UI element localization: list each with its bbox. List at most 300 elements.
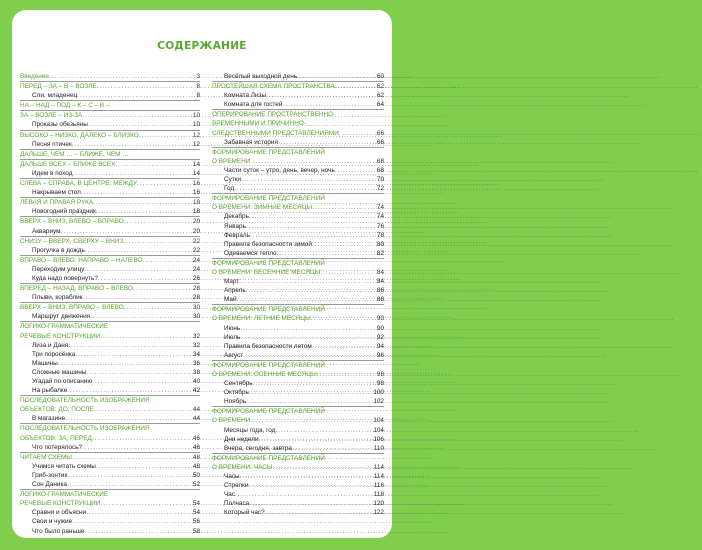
toc-entry-page: 94: [376, 342, 384, 350]
toc-entry-title: Одеваемся тепло: [224, 249, 277, 257]
toc-entry: [212, 508, 384, 517]
dot-leader: [96, 207, 192, 216]
toc-entry: [212, 454, 384, 463]
toc-entry: [20, 217, 200, 226]
dot-leader: [72, 453, 192, 462]
toc-entry: [212, 203, 384, 212]
toc-entry: [20, 405, 200, 414]
toc-entry-title: Весёлый выходной день: [224, 73, 298, 80]
toc-entry: [212, 490, 384, 499]
toc-entry: [20, 499, 200, 508]
toc-entry: [212, 416, 384, 425]
toc-entry-title: Забавная история: [224, 138, 278, 146]
toc-entry-title: Полчаса: [224, 500, 250, 508]
toc-entry-page: 56: [192, 518, 200, 526]
toc-entry-page: 28: [192, 294, 200, 302]
dot-leader: [139, 131, 192, 140]
toc-entry: [212, 231, 384, 240]
toc-entry-page: 16: [192, 189, 200, 197]
toc-entry: [20, 237, 200, 246]
dot-leader: [65, 414, 192, 423]
toc-entry-title: Сон Даника: [32, 481, 67, 489]
dot-leader: [84, 527, 191, 536]
toc-entry-page: 104: [373, 417, 384, 425]
toc-entry: [212, 222, 384, 231]
toc-entry: [212, 361, 384, 370]
toc-entry-title: Сентябрь: [224, 380, 253, 388]
toc-entry-title: Песня птичек: [32, 140, 72, 148]
dot-leader: [67, 471, 192, 480]
toc-entry-title: Апрель: [224, 287, 246, 295]
dot-leader: [82, 293, 191, 302]
toc-entry-page: 64: [376, 101, 384, 109]
dot-leader: [246, 222, 376, 231]
toc-entry-title: ЛЕВАЯ И ПРАВАЯ РУКА: [20, 199, 94, 207]
toc-entry-page: 24: [192, 256, 200, 264]
toc-entry: [212, 435, 384, 444]
toc-entry: [212, 314, 384, 323]
toc-entry-title: ПОСЛЕДОВАТЕЛЬНОСТЬ ИЗОБРАЖЕНИЯ: [20, 425, 150, 433]
toc-entry: [20, 322, 200, 331]
dot-leader: [61, 227, 192, 236]
dot-leader: [123, 237, 192, 246]
dot-leader: [311, 314, 376, 323]
toc-entry-page: 74: [376, 213, 384, 221]
toc-entry: [20, 101, 200, 110]
toc-entry: [20, 396, 200, 405]
toc-entry-page: 72: [376, 185, 384, 193]
toc-entry-page: 48: [192, 453, 200, 461]
dot-leader: [241, 175, 376, 184]
toc-entry: [20, 265, 200, 274]
dot-leader: [253, 379, 376, 388]
toc-entry-title: Месяцы года, год: [224, 426, 276, 434]
dot-leader: [72, 517, 192, 526]
toc-entry-title: ЛОГИКО-ГРАММАТИЧЕСКИЕ: [20, 491, 109, 499]
toc-entry: [20, 490, 200, 499]
toc-entry-title: Машины: [32, 359, 58, 367]
toc-entry-page: 8: [196, 83, 200, 91]
toc-entry-title: Части суток – утро, день, вечер, ночь: [224, 166, 335, 174]
toc-entry-page: 46: [192, 434, 200, 442]
toc-entry-title: Правила безопасности зимой: [224, 240, 312, 248]
toc-entry: [212, 342, 384, 351]
toc-entry-title: Новогодний праздник: [32, 208, 96, 216]
toc-entry-title: Комната Лизы: [224, 92, 267, 100]
toc-entry-page: 22: [192, 246, 200, 254]
toc-entry: [20, 179, 200, 188]
toc-entry: [212, 277, 384, 286]
dot-leader: [100, 332, 192, 341]
toc-entry-title: СЛЕДСТВЕННЫМИ ПРЕДСТАВЛЕНИЯМИ: [212, 129, 339, 137]
toc-column-right: [212, 72, 384, 518]
dot-leader: [275, 426, 372, 435]
toc-entry-page: 118: [373, 491, 384, 499]
toc-entry-page: 22: [192, 237, 200, 245]
dot-leader: [68, 341, 192, 350]
toc-entry: [20, 414, 200, 423]
toc-entry: [212, 100, 384, 109]
dot-leader: [142, 256, 191, 265]
toc-entry-title: Который час?: [224, 509, 265, 517]
toc-entry-page: 18: [192, 208, 200, 216]
dot-leader: [339, 129, 376, 138]
toc-entry-title: Лиза и Даня: [32, 341, 69, 349]
toc-entry-page: 96: [376, 351, 384, 359]
toc-entry: [212, 499, 384, 508]
toc-entry: [212, 295, 384, 304]
toc-entry-title: Час: [224, 491, 236, 499]
toc-entry: [20, 359, 200, 368]
toc-entry-page: 66: [376, 129, 384, 137]
toc-entry-title: Август: [224, 351, 244, 359]
page-title: СОДЕРЖАНИЕ: [157, 40, 247, 52]
dot-leader: [124, 217, 192, 226]
dot-leader: [237, 295, 376, 304]
toc-entry: [212, 72, 384, 81]
toc-entry-title: Сли, младенец: [32, 92, 78, 100]
dot-leader: [240, 333, 376, 342]
toc-entry-page: 54: [192, 509, 200, 517]
toc-entry-title: Дни недели: [224, 435, 259, 443]
toc-entry-title: ОБЪЕКТОВ: ДО, ПОСЛЕ: [20, 406, 94, 414]
toc-entry-page: 40: [192, 378, 200, 385]
toc-entry-page: 80: [376, 240, 384, 248]
toc-entry-title: ФОРМИРОВАНИЕ ПРЕДСТАВЛЕНИЙ: [212, 259, 325, 267]
toc-entry: [20, 169, 200, 178]
toc-entry: [212, 444, 384, 453]
toc-entry: [212, 324, 384, 333]
toc-entry-page: 68: [376, 166, 384, 174]
dot-leader: [320, 268, 376, 277]
toc-entry-page: 18: [192, 199, 200, 207]
toc-entry: [212, 388, 384, 397]
toc-entry-page: 12: [192, 140, 200, 148]
toc-entry-page: 76: [376, 222, 384, 230]
dot-leader: [312, 203, 376, 212]
toc-entry: [212, 184, 384, 193]
toc-entry: [20, 188, 200, 197]
toc-entry: [212, 305, 384, 314]
toc-entry-page: 42: [192, 387, 200, 395]
toc-entry-title: Переходим улицу: [32, 265, 85, 273]
toc-entry-title: Куда надо повернуть?: [32, 274, 98, 282]
toc-entry-title: ФОРМИРОВАНИЕ ПРЕДСТАВЛЕНИЙ: [212, 195, 325, 203]
toc-entry-page: 86: [376, 287, 384, 295]
toc-entry-page: 50: [192, 471, 200, 479]
toc-entry-title: РЕЧЕВЫЕ КОНСТРУКЦИИ: [20, 500, 101, 508]
toc-entry: [212, 240, 384, 249]
dot-leader: [249, 499, 372, 508]
toc-entry-title: О ВРЕМЕНИ: ЧАСЫ: [212, 463, 273, 471]
toc-entry-title: ДАЛЬШЕ ВСЕХ – БЛИЖЕ ВСЕХ: [20, 160, 116, 168]
toc-entry-page: 58: [192, 527, 200, 535]
toc-entry-title: ЧИТАЕМ СХЕМЫ: [20, 453, 72, 461]
toc-entry-title: В магазине: [32, 415, 66, 423]
toc-entry-title: Ноябрь: [224, 398, 247, 406]
toc-entry-title: Введение: [20, 73, 49, 80]
toc-entry-page: 98: [376, 371, 384, 378]
toc-entry: [20, 140, 200, 149]
dot-leader: [266, 91, 376, 100]
toc-column-left: [20, 72, 200, 536]
toc-entry: [212, 426, 384, 435]
toc-entry: [20, 480, 200, 489]
toc-entry-page: 90: [376, 315, 384, 323]
toc-entry-title: Декабрь: [224, 213, 249, 221]
dot-leader: [312, 240, 376, 249]
toc-entry-title: Июнь: [224, 324, 241, 332]
toc-entry-title: О ВРЕМЕНИ: ЗИМНИЕ МЕСЯЦЫ: [212, 204, 313, 212]
toc-entry: [20, 246, 200, 255]
toc-entry: [20, 72, 200, 81]
dot-leader: [58, 359, 192, 368]
dot-leader: [49, 72, 196, 81]
toc-entry-page: 10: [192, 112, 200, 120]
toc-entry: [212, 351, 384, 360]
dot-leader: [115, 160, 191, 169]
dot-leader: [67, 386, 192, 395]
toc-entry-title: ЗА – ВОЗЛЕ – ИЗ-ЗА: [20, 112, 83, 120]
toc-entry-title: ПОСЛЕДОВАТЕЛЬНОСТЬ ИЗОБРАЖЕНИЯ: [20, 397, 150, 405]
toc-entry-page: 32: [192, 341, 200, 349]
toc-entry-title: ВВЕРХ – ВНИЗ, ВЛЕВО – ВПРАВО: [20, 218, 124, 226]
toc-entry: [20, 368, 200, 377]
toc-entry-title: ФОРМИРОВАНИЕ ПРЕДСТАВЛЕНИЙ: [212, 306, 325, 314]
toc-entry-page: 54: [192, 500, 200, 508]
toc-entry-title: Маршрут движения: [32, 313, 91, 321]
toc-entry-page: 90: [376, 324, 384, 332]
toc-entry-title: ОПЕРИРОВАНИЕ ПРОСТРАНСТВЕННО-: [212, 111, 336, 119]
toc-entry-page: 30: [192, 313, 200, 321]
toc-entry-page: 38: [192, 368, 200, 376]
toc-entry-title: РЕЧЕВЫЕ КОНСТРУКЦИИ: [20, 332, 101, 340]
toc-entry-title: Правила безопасности летом: [224, 342, 312, 350]
dot-leader: [124, 303, 192, 312]
toc-entry-title: СНИЗУ – ВВЕРХ, СВЕРХУ – ВНИЗ: [20, 237, 124, 245]
toc-entry-title: Март: [224, 278, 240, 286]
toc-entry-title: О ВРЕМЕНИ: ОСЕННИЕ МЕСЯЦЫ: [212, 371, 317, 378]
toc-entry-page: 70: [376, 176, 384, 184]
toc-entry-title: ПЕРЕД – ЗА – В – ВОЗЛЕ: [20, 83, 97, 91]
toc-entry: [20, 284, 200, 293]
toc-entry-title: Что потерялось?: [32, 443, 83, 451]
dot-leader: [265, 508, 373, 517]
toc-entry-page: 34: [192, 350, 200, 358]
dot-leader: [278, 138, 376, 147]
toc-entry: [212, 91, 384, 100]
dot-leader: [67, 480, 192, 489]
toc-entry: [212, 157, 384, 166]
toc-entry-title: Вчера, сегодня, завтра: [224, 444, 292, 452]
toc-entry-title: ОБЪЕКТОВ: ЗА, ПЕРЕД: [20, 434, 92, 442]
toc-entry: [212, 333, 384, 342]
dot-leader: [240, 472, 373, 481]
toc-entry: [20, 120, 200, 129]
toc-entry-title: ФОРМИРОВАНИЕ ПРЕДСТАВЛЕНИЙ: [212, 408, 325, 416]
toc-entry-title: О ВРЕМЕНИ: ЛЕТНИЕ МЕСЯЦЫ: [212, 315, 311, 323]
dot-leader: [292, 444, 373, 453]
toc-entry: [212, 212, 384, 221]
dot-leader: [234, 184, 376, 193]
toc-entry-title: Что было раньше: [32, 527, 85, 535]
toc-entry: [20, 434, 200, 443]
toc-entry-title: О ВРЕМЕНИ: [212, 417, 251, 425]
dot-leader: [92, 434, 192, 443]
toc-entry-page: 114: [373, 473, 384, 481]
toc-entry-title: Прогулка в дождь: [32, 246, 85, 254]
toc-entry-page: 104: [373, 426, 384, 434]
toc-entry: [20, 198, 200, 207]
toc-entry-title: Накрываем стол: [32, 189, 81, 197]
dot-leader: [133, 284, 192, 293]
contents-page: [12, 10, 392, 538]
toc-entry-page: 62: [376, 83, 384, 91]
dot-leader: [100, 499, 192, 508]
dot-leader: [240, 324, 376, 333]
toc-entry-title: Гриб-зонтик: [32, 471, 68, 479]
toc-entry: [20, 160, 200, 169]
toc-entry: [212, 82, 384, 91]
toc-entry: [212, 166, 384, 175]
toc-entry: [212, 472, 384, 481]
toc-entry-title: Угадай по описанию: [32, 378, 93, 385]
toc-entry-page: 30: [192, 304, 200, 312]
toc-entry-title: На рыбалке: [32, 387, 68, 395]
dot-leader: [259, 435, 373, 444]
toc-entry-page: 10: [192, 121, 200, 129]
toc-entry: [212, 148, 384, 157]
toc-entry: [20, 293, 200, 302]
toc-entry-page: 122: [373, 509, 384, 517]
dot-leader: [246, 286, 376, 295]
toc-entry-page: 98: [376, 380, 384, 388]
toc-entry-page: 82: [376, 249, 384, 257]
toc-entry-page: 120: [373, 500, 384, 508]
dot-leader: [250, 157, 376, 166]
toc-entry-page: 3: [196, 73, 200, 80]
toc-entry-title: Год: [224, 185, 235, 193]
toc-entry-page: 14: [192, 160, 200, 168]
toc-entry-title: Стрелки: [224, 482, 249, 490]
toc-entry-page: 36: [192, 359, 200, 367]
toc-entry-title: ВПЕРЕД – НАЗАД, ВПРАВО – ВЛЕВО: [20, 285, 133, 293]
toc-entry: [20, 424, 200, 433]
dot-leader: [277, 249, 376, 258]
toc-entry-title: Сложные машины: [32, 368, 87, 376]
toc-entry: [20, 312, 200, 321]
toc-entry-title: Июль: [224, 333, 241, 341]
dot-leader: [273, 463, 373, 472]
toc-entry-title: ФОРМИРОВАНИЕ ПРЕДСТАВЛЕНИЙ: [212, 148, 325, 156]
toc-entry: [212, 268, 384, 277]
toc-entry: [212, 259, 384, 268]
toc-entry-title: ВЫСОКО – НИЗКО, ДАЛЕКО – БЛИЗКО: [20, 131, 139, 139]
toc-entry-title: Учимся читать схемы: [32, 462, 96, 470]
dot-leader: [77, 91, 195, 100]
toc-entry-page: 52: [192, 481, 200, 489]
toc-entry: [20, 274, 200, 283]
toc-entry-page: 78: [376, 231, 384, 239]
toc-entry: [20, 131, 200, 140]
toc-entry-page: 100: [373, 389, 384, 397]
toc-entry: [20, 256, 200, 265]
toc-entry-title: Проказы обезьяны: [32, 121, 88, 129]
toc-entry-title: НА – НАД – ПОД – К – С – В –: [20, 102, 110, 110]
toc-entry-title: Идем в поход: [32, 169, 73, 177]
toc-entry: [20, 303, 200, 312]
dot-leader: [82, 443, 192, 452]
toc-entry: [20, 341, 200, 350]
toc-entry: [20, 207, 200, 216]
toc-entry-page: 12: [192, 131, 200, 139]
toc-entry-title: Часы: [224, 473, 240, 481]
dot-leader: [250, 231, 376, 240]
toc-entry-page: 26: [192, 274, 200, 282]
toc-entry: [212, 370, 384, 379]
toc-entry-page: 46: [192, 443, 200, 451]
toc-entry-page: 60: [376, 73, 384, 80]
dot-leader: [249, 388, 373, 397]
toc-entry-page: 116: [373, 482, 384, 490]
toc-entry-page: 44: [192, 406, 200, 414]
toc-entry: [20, 386, 200, 395]
dot-leader: [335, 82, 376, 91]
toc-entry: [20, 471, 200, 480]
toc-entry-title: Свои и чужие: [32, 518, 73, 526]
toc-entry-page: 84: [376, 268, 384, 276]
dot-leader: [282, 100, 375, 109]
toc-entry: [212, 481, 384, 490]
dot-leader: [72, 140, 192, 149]
toc-entry-title: Октябрь: [224, 389, 249, 397]
dot-leader: [75, 350, 192, 359]
toc-entry: [20, 517, 200, 526]
toc-entry-title: Комната для гостей: [224, 101, 283, 109]
toc-entry-page: 88: [376, 296, 384, 304]
dot-leader: [317, 370, 376, 379]
dot-leader: [335, 166, 376, 175]
toc-entry-page: 102: [373, 398, 384, 406]
dot-leader: [88, 120, 192, 129]
toc-entry-title: ВПРАВО – ВЛЕВО, НАПРАВО – НАЛЕВО: [20, 256, 143, 264]
dot-leader: [297, 72, 376, 81]
toc-entry-title: Май: [224, 296, 237, 304]
toc-entry-title: ВРЕМЕННЫМИ И ПРИЧИННО-: [212, 120, 306, 128]
toc-entry: [212, 397, 384, 406]
toc-entry: [20, 453, 200, 462]
dot-leader: [90, 312, 192, 321]
toc-entry: [20, 443, 200, 452]
toc-entry: [20, 91, 200, 100]
dot-leader: [239, 277, 376, 286]
toc-entry: [212, 110, 384, 119]
toc-entry-page: 28: [192, 285, 200, 293]
toc-entry-page: 44: [192, 415, 200, 423]
toc-entry-title: Январь: [224, 222, 246, 230]
toc-entry-title: Февраль: [224, 231, 250, 239]
dot-leader: [250, 416, 372, 425]
toc-entry-title: ПРОСТЕЙШАЯ СХЕМА ПРОСТРАНСТВА: [212, 83, 335, 91]
toc-entry: [212, 119, 384, 128]
toc-entry-title: ДАЛЬШЕ, ЧЕМ … – БЛИЖЕ, ЧЕМ …: [20, 150, 129, 158]
dot-leader: [84, 265, 192, 274]
toc-entry: [212, 463, 384, 472]
toc-entry-title: ЛОГИКО-ГРАММАТИЧЕСКИЕ: [20, 323, 109, 331]
toc-entry: [212, 129, 384, 138]
toc-entry: [20, 150, 200, 159]
toc-entry-page: 114: [373, 463, 384, 471]
